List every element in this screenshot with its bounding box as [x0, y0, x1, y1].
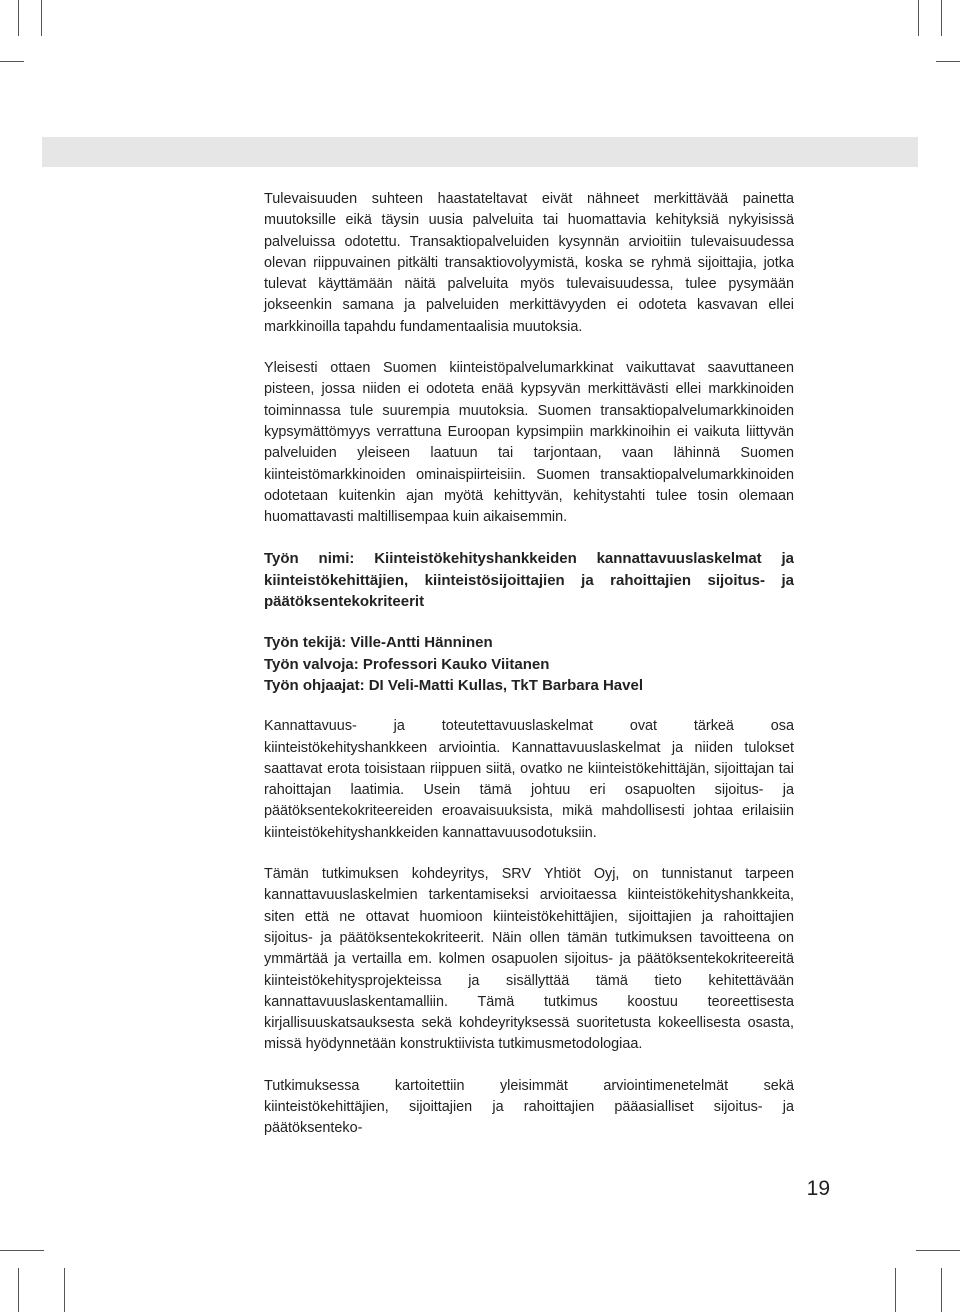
thesis-title: Työn nimi: Kiinteistökehityshankkeiden kannattavuuslaskelmat ja kiinteistökehittäjien, kiinteistösijoittajien ja rahoittajien sijoitus- ja päätöksentekokriteerit	[264, 550, 794, 611]
crop-mark-bottom-left-horizontal	[0, 1250, 44, 1251]
paragraph: Tutkimuksessa kartoitettiin yleisimmät arviointimenetelmät sekä kiinteistökehittäjien, sijoittajien ja rahoittajien pääasialliset sijoitus- ja päätöksenteko-	[264, 1077, 794, 1137]
crop-mark-bottom-right-vertical-outer	[941, 1268, 942, 1312]
paragraph: Tulevaisuuden suhteen haastateltavat eivät nähneet merkittävää painetta muutoksille eikä täysin uusia palveluita tai huomattavia kehityksiä nykyisissä palveluissa odotettu. Transaktiopalveluiden kysynnän arvioitiin tulevaisuudessa olevan riippuvainen pitkälti transaktiovolyymistä, koska se ryhmä sijoittajia, jotka tulevat käyttämään näitä palveluita myös tulevaisuudessa, tulee pysymään jokseenkin samana ja palveluiden merkittävyyden ei odoteta kasvavan ellei markkinoilla tapahdu fundamentaalisia muutoksia.	[264, 191, 794, 335]
crop-mark-bottom-left-vertical-inner	[64, 1268, 65, 1312]
crop-mark-top-left-vertical-inner	[41, 0, 42, 36]
crop-mark-top-right-vertical	[918, 0, 919, 36]
header-band	[42, 137, 918, 167]
thesis-meta	[264, 632, 794, 696]
page-number: 19	[806, 1177, 830, 1200]
page-body	[264, 189, 794, 1140]
crop-mark-top-right-horizontal	[936, 61, 960, 62]
crop-mark-bottom-left-vertical	[18, 1268, 19, 1312]
crop-mark-top-left-horizontal	[0, 61, 24, 62]
crop-mark-top-right-vertical-outer	[941, 0, 942, 36]
thesis-supervisor: Työn valvoja: Professori Kauko Viitanen	[264, 655, 550, 673]
paragraph: Yleisesti ottaen Suomen kiinteistöpalvelumarkkinat vaikuttavat saavuttaneen pisteen, jossa niiden ei odoteta enää kypsyvän merkittävästi ellei markkinoiden toiminnassa tule suurempia muutoksia. Suomen transaktiopalvelumarkkinoiden kypsymättömyys verrattuna Euroopan kypsimpiin markkinoihin ei vaikuta liittyvän palveluiden yleiseen laatuun tai tarjontaan, vaan lähinnä Suomen kiinteistömarkkinoiden ominaispiirteisiin. Suomen transaktiopalvelumarkkinoiden odotetaan kuitenkin ajan myötä kehittyvän, kehitystahti tulee tosin olemaan huomattavasti maltillisempaa kuin aikaisemmin.	[264, 360, 794, 526]
crop-mark-bottom-right-vertical	[895, 1268, 896, 1312]
paragraph: Tämän tutkimuksen kohdeyritys, SRV Yhtiöt Oyj, on tunnistanut tarpeen kannattavuuslaskelmien tarkentamiseksi arvioitaessa kiinteistökehityshankkeita, siten että ne ottavat huomioon kiinteistökehittäjien, sijoittajien ja rahoittajien sijoitus- ja päätöksentekokriteerit. Näin ollen tämän tutkimuksen tavoitteena on ymmärtää ja vertailla em. kolmen osapuolen sijoitus- ja päätöksentekokriteereitä kiinteistökehitysprojekteissa ja sisällyttää tämä tieto kehitettävään kannattavuuslaskentamalliin. Tämä tutkimus koostuu teoreettisesta kirjallisuuskatsauksesta sekä kohdeyrityksessä suoritetusta kokeellisesta osasta, missä hyödynnetään konstruktiivista tutkimusmetodologiaa.	[264, 866, 794, 1053]
thesis-author: Työn tekijä: Ville-Antti Hänninen	[264, 634, 493, 652]
crop-mark-top-left-vertical	[18, 0, 19, 36]
thesis-instructors: Työn ohjaajat: DI Veli-Matti Kullas, TkT Barbara Havel	[264, 676, 643, 694]
crop-mark-bottom-right-horizontal	[916, 1250, 960, 1251]
paragraph: Kannattavuus- ja toteutettavuuslaskelmat ovat tärkeä osa kiinteistökehityshankkeen arviointia. Kannattavuuslaskelmat ja niiden tulokset saattavat erota toisistaan riippuen siitä, ovatko ne kiinteistökehittäjän, sijoittajan tai rahoittajan laatimia. Usein tämä johtuu eri osapuolten sijoitus- ja päätöksentekokriteereiden eroavaisuuksista, mikä mahdollisesti johtaa erilaisiin kiinteistökehityshankkeiden kannattavuusodotuksiin.	[264, 718, 794, 841]
